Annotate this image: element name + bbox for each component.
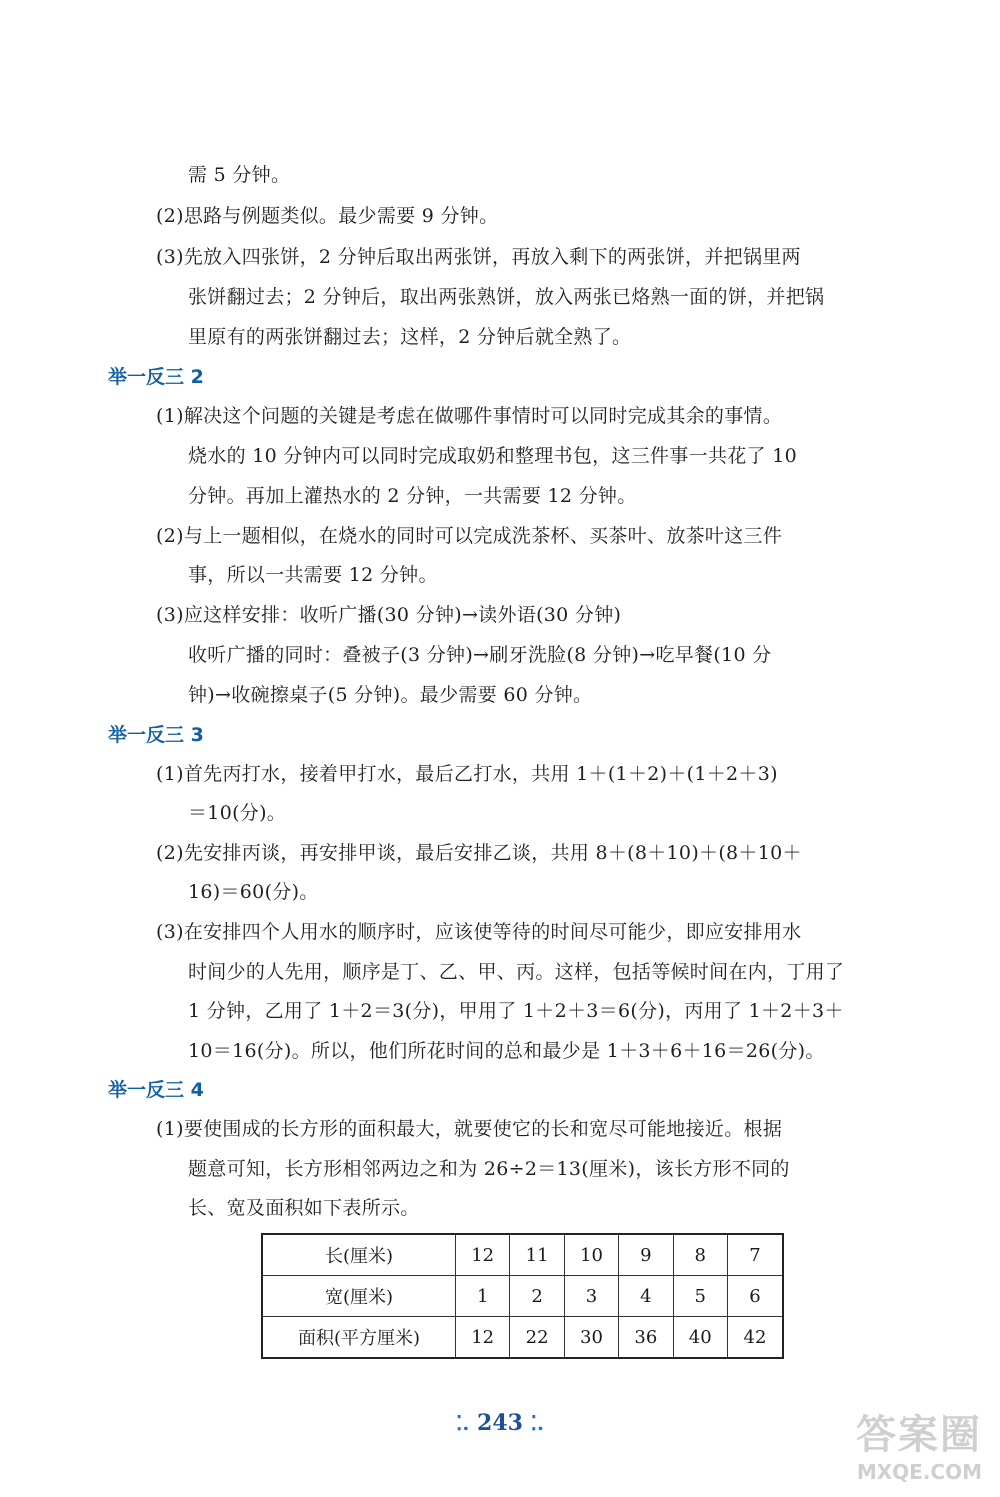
- text-line: (2)先安排丙谈，再安排甲谈，最后安排乙谈，共用 8＋(8＋10)＋(8＋10＋: [156, 842, 802, 864]
- table-cell: 12: [456, 1317, 510, 1359]
- table-row: [262, 1234, 783, 1276]
- watermark-logo: [832, 1403, 982, 1483]
- row-header: 长(厘米): [262, 1234, 456, 1276]
- table-cell: 11: [510, 1234, 564, 1276]
- table-cell: 2: [510, 1276, 564, 1317]
- dimensions-table: [261, 1233, 784, 1359]
- section-heading: 举一反三 3: [108, 724, 204, 746]
- table-cell: 40: [673, 1317, 727, 1359]
- table-cell: 7: [727, 1234, 783, 1276]
- text-line: 烧水的 10 分钟内可以同时完成取奶和整理书包，这三件事一共花了 10: [188, 445, 797, 467]
- table-cell: 9: [619, 1234, 673, 1276]
- section-heading: 举一反三 4: [108, 1079, 204, 1101]
- table-cell: 8: [673, 1234, 727, 1276]
- text-line: 时间少的人先用，顺序是丁、乙、甲、丙。这样，包括等候时间在内，丁用了: [188, 961, 845, 983]
- text-line: (1)解决这个问题的关键是考虑在做哪件事情时可以同时完成其余的事情。: [156, 405, 783, 427]
- page-dots-right: ⁚.: [530, 1411, 544, 1435]
- table-cell: 10: [564, 1234, 618, 1276]
- text-line: (3)应这样安排：收听广播(30 分钟)→读外语(30 分钟): [156, 604, 622, 626]
- page-number-text: 243: [477, 1410, 523, 1436]
- text-line: (3)先放入四张饼，2 分钟后取出两张饼，再放入剩下的两张饼，并把锅里两: [156, 246, 801, 268]
- text-line: 需 5 分钟。: [188, 164, 291, 186]
- text-line: (1)要使围成的长方形的面积最大，就要使它的长和宽尽可能地接近。根据: [156, 1118, 783, 1140]
- table-cell: 12: [456, 1234, 510, 1276]
- watermark-bottom-text: MXQE.COM: [856, 1460, 982, 1484]
- table-cell: 3: [564, 1276, 618, 1317]
- row-header: 宽(厘米): [262, 1276, 456, 1317]
- text-line: 1 分钟，乙用了 1＋2＝3(分)，甲用了 1＋2＋3＝6(分)，丙用了 1＋2＋3＋: [188, 1000, 844, 1022]
- table-cell: 42: [727, 1317, 783, 1359]
- text-line: (2)思路与例题类似。最少需要 9 分钟。: [156, 205, 499, 227]
- table-row: [262, 1276, 783, 1317]
- text-line: 里原有的两张饼翻过去；这样，2 分钟后就全熟了。: [188, 326, 632, 348]
- text-line: (1)首先丙打水，接着甲打水，最后乙打水，共用 1＋(1＋2)＋(1＋2＋3): [156, 763, 778, 785]
- table-cell: 22: [510, 1317, 564, 1359]
- text-line: (3)在安排四个人用水的顺序时，应该使等待的时间尽可能少，即应安排用水: [156, 921, 802, 943]
- watermark-top-text: 答案圈: [856, 1412, 982, 1458]
- table-cell: 4: [619, 1276, 673, 1317]
- table-cell: 1: [456, 1276, 510, 1317]
- section-heading: 举一反三 2: [108, 366, 204, 388]
- table-cell: 6: [727, 1276, 783, 1317]
- text-line: 分钟。再加上灌热水的 2 分钟，一共需要 12 分钟。: [188, 485, 637, 507]
- table-cell: 30: [564, 1317, 618, 1359]
- table-row: [262, 1317, 783, 1359]
- text-line: 16)＝60(分)。: [188, 881, 319, 903]
- row-header: 面积(平方厘米): [262, 1317, 456, 1359]
- table-cell: 36: [619, 1317, 673, 1359]
- text-line: 事，所以一共需要 12 分钟。: [188, 564, 438, 586]
- text-line: 长、宽及面积如下表所示。: [188, 1197, 420, 1219]
- text-line: 10＝16(分)。所以，他们所花时间的总和最少是 1＋3＋6＋16＝26(分)。: [188, 1040, 825, 1062]
- text-line: 收听广播的同时：叠被子(3 分钟)→刷牙洗脸(8 分钟)→吃早餐(10 分: [188, 644, 772, 666]
- table-cell: 5: [673, 1276, 727, 1317]
- page-dots-left: ⁚.: [456, 1411, 470, 1435]
- text-line: 钟)→收碗擦桌子(5 分钟)。最少需要 60 分钟。: [188, 684, 593, 706]
- text-line: 张饼翻过去；2 分钟后，取出两张熟饼，放入两张已烙熟一面的饼，并把锅: [188, 286, 825, 308]
- text-line: (2)与上一题相似，在烧水的同时可以完成洗茶杯、买茶叶、放茶叶这三件: [156, 525, 783, 547]
- text-line: 题意可知，长方形相邻两边之和为 26÷2＝13(厘米)，该长方形不同的: [188, 1158, 790, 1180]
- text-line: ＝10(分)。: [188, 802, 287, 824]
